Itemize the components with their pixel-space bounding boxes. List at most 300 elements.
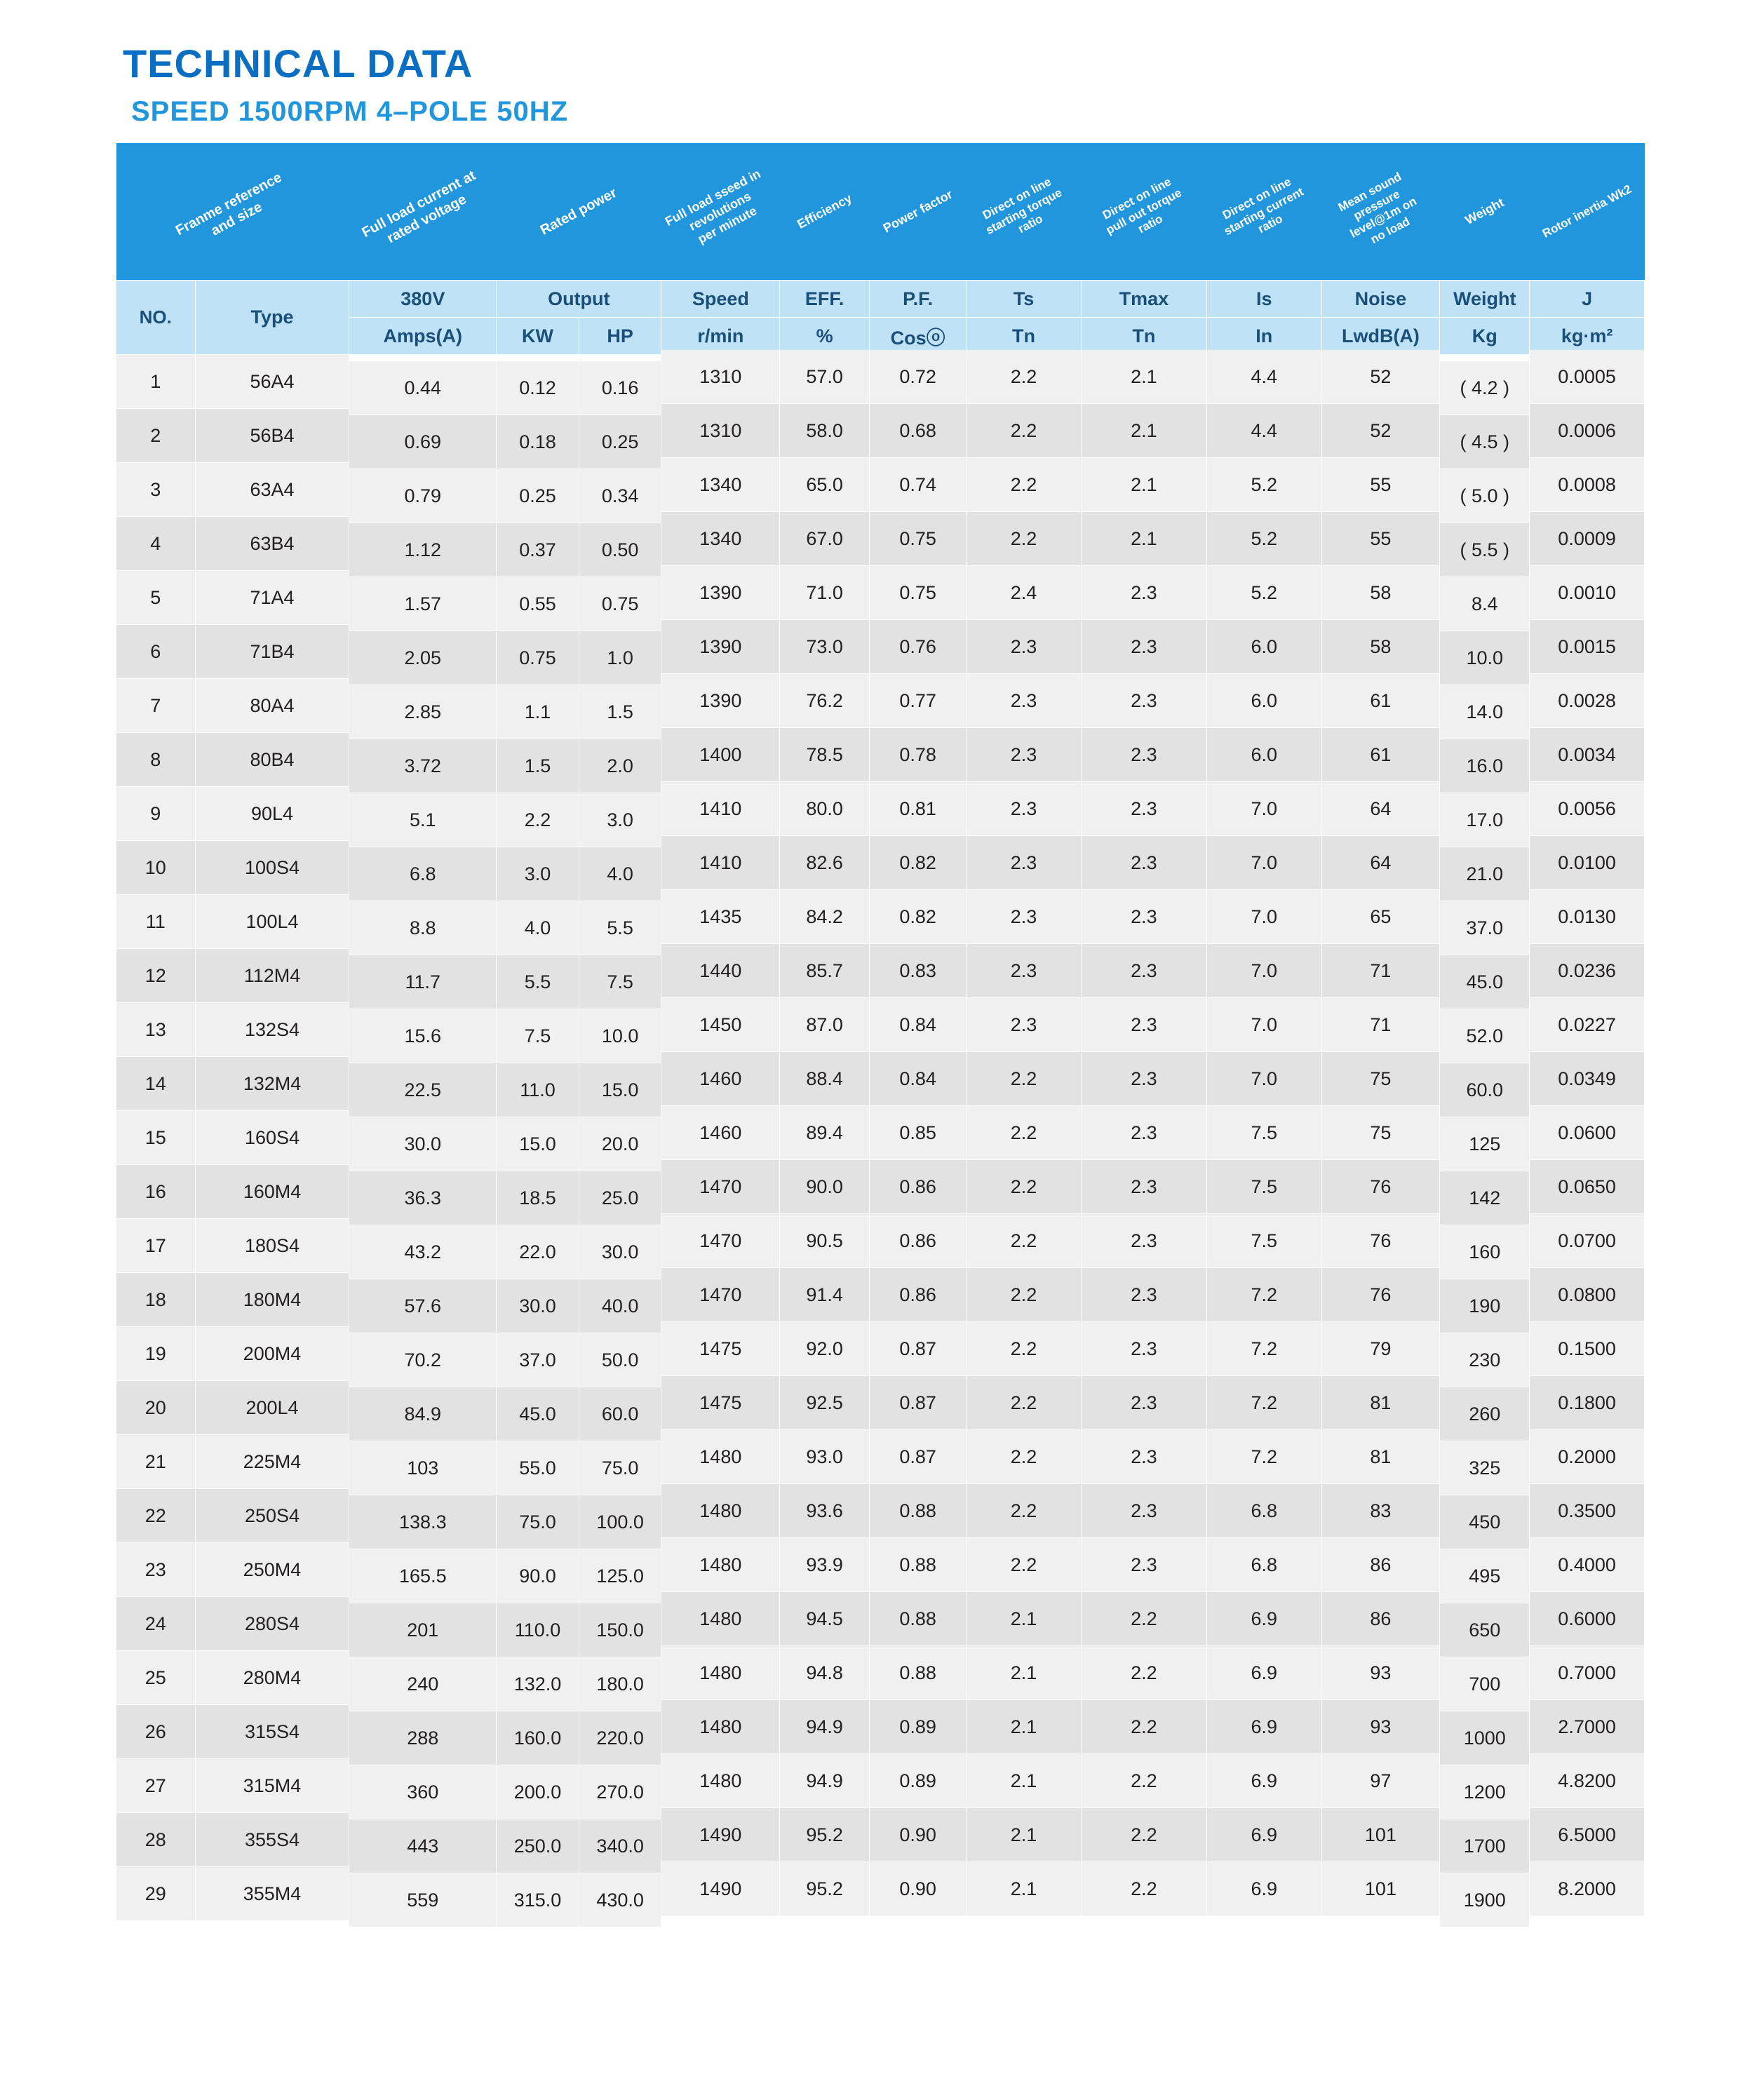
cell-speed: 1310 (661, 350, 780, 404)
cell-eff: 88.4 (780, 1052, 870, 1106)
cell-kw: 0.12 (497, 361, 579, 415)
cell-ts: 2.2 (967, 1214, 1082, 1268)
cell-j: 8.2000 (1530, 1862, 1645, 1916)
cell-j: 0.7000 (1530, 1646, 1645, 1700)
cell-speed: 1480 (661, 1592, 780, 1646)
cell-type: 132M4 (195, 1057, 349, 1111)
cell-eff: 89.4 (780, 1106, 870, 1160)
table-row (116, 1813, 1645, 1867)
cell-type: 355M4 (195, 1867, 349, 1921)
header-rotor-inertia-label: Rotor inertia Wk2 (1540, 182, 1634, 241)
cell-hp: 100.0 (579, 1495, 661, 1549)
cell-eff: 67.0 (780, 512, 870, 566)
cell-pf: 0.68 (870, 404, 967, 458)
cell-kw: 0.75 (497, 631, 579, 685)
cell-amps: 360 (349, 1765, 497, 1819)
table-row (116, 463, 1645, 517)
cell-no: 3 (116, 463, 196, 517)
cell-j: 0.0100 (1530, 836, 1645, 890)
subheader-amps: Amps(A) (349, 318, 497, 355)
cell-eff: 94.8 (780, 1646, 870, 1700)
subheader-is: Is (1206, 281, 1321, 318)
cell-speed: 1390 (661, 566, 780, 620)
table-row (116, 1219, 1645, 1273)
cell-pf: 0.85 (870, 1106, 967, 1160)
cell-pf: 0.88 (870, 1538, 967, 1592)
cell-pf: 0.87 (870, 1322, 967, 1376)
cell-no: 8 (116, 733, 196, 787)
subheader-rmin: r/min (661, 318, 780, 355)
cell-eff: 94.5 (780, 1592, 870, 1646)
cell-weight: 1200 (1440, 1765, 1530, 1819)
cell-tmax: 2.3 (1081, 620, 1206, 674)
cell-hp: 0.75 (579, 577, 661, 631)
cell-is: 7.2 (1206, 1268, 1321, 1322)
cell-noise: 52 (1321, 404, 1440, 458)
cell-no: 12 (116, 949, 196, 1003)
cell-hp: 1.5 (579, 685, 661, 739)
table-subheader-row-1 (116, 281, 1645, 318)
cell-ts: 2.2 (967, 350, 1082, 404)
cell-type: 56B4 (195, 409, 349, 463)
cell-no: 5 (116, 571, 196, 625)
cell-is: 5.2 (1206, 512, 1321, 566)
header-power-factor-label: Power factor (880, 187, 955, 236)
cell-type: 200M4 (195, 1327, 349, 1381)
cell-ts: 2.3 (967, 728, 1082, 782)
cell-speed: 1470 (661, 1160, 780, 1214)
cell-pf: 0.87 (870, 1430, 967, 1484)
cell-amps: 443 (349, 1819, 497, 1873)
cell-ts: 2.1 (967, 1592, 1082, 1646)
cell-is: 6.0 (1206, 620, 1321, 674)
cell-is: 7.0 (1206, 944, 1321, 998)
cell-is: 4.4 (1206, 404, 1321, 458)
cell-speed: 1400 (661, 728, 780, 782)
cell-tmax: 2.2 (1081, 1592, 1206, 1646)
cell-ts: 2.2 (967, 1106, 1082, 1160)
cell-ts: 2.4 (967, 566, 1082, 620)
cell-weight: 160 (1440, 1225, 1530, 1279)
cell-tmax: 2.3 (1081, 1052, 1206, 1106)
subheader-ts: Ts (967, 281, 1082, 318)
cell-hp: 4.0 (579, 847, 661, 901)
cell-ts: 2.3 (967, 944, 1082, 998)
cell-speed: 1390 (661, 620, 780, 674)
cell-amps: 22.5 (349, 1063, 497, 1117)
cell-weight: 650 (1440, 1603, 1530, 1657)
cell-amps: 36.3 (349, 1171, 497, 1225)
table-row (116, 841, 1645, 895)
cell-noise: 83 (1321, 1484, 1440, 1538)
cell-j: 0.3500 (1530, 1484, 1645, 1538)
cell-weight: 450 (1440, 1495, 1530, 1549)
cell-kw: 0.55 (497, 577, 579, 631)
cell-hp: 25.0 (579, 1171, 661, 1225)
cell-ts: 2.3 (967, 674, 1082, 728)
subheader-tmax: Tmax (1081, 281, 1206, 318)
cell-tmax: 2.3 (1081, 1430, 1206, 1484)
cell-tmax: 2.3 (1081, 1322, 1206, 1376)
cell-weight: 52.0 (1440, 1009, 1530, 1063)
cell-is: 7.5 (1206, 1106, 1321, 1160)
table-row (116, 1327, 1645, 1381)
cell-tmax: 2.1 (1081, 512, 1206, 566)
cell-speed: 1490 (661, 1862, 780, 1916)
cell-pf: 0.90 (870, 1862, 967, 1916)
cell-j: 0.0650 (1530, 1160, 1645, 1214)
cell-j: 0.0034 (1530, 728, 1645, 782)
cell-amps: 138.3 (349, 1495, 497, 1549)
cell-j: 0.0130 (1530, 890, 1645, 944)
table-row (116, 895, 1645, 949)
cell-tmax: 2.3 (1081, 1214, 1206, 1268)
cell-j: 0.2000 (1530, 1430, 1645, 1484)
cell-ts: 2.3 (967, 620, 1082, 674)
cell-type: 225M4 (195, 1435, 349, 1489)
cell-eff: 94.9 (780, 1754, 870, 1808)
cell-hp: 430.0 (579, 1873, 661, 1927)
cell-noise: 64 (1321, 782, 1440, 836)
cell-type: 315S4 (195, 1705, 349, 1759)
table-row (116, 949, 1645, 1003)
cell-eff: 92.0 (780, 1322, 870, 1376)
cell-is: 6.9 (1206, 1754, 1321, 1808)
cell-is: 4.4 (1206, 350, 1321, 404)
cell-is: 6.8 (1206, 1538, 1321, 1592)
cell-tmax: 2.2 (1081, 1862, 1206, 1916)
cell-j: 4.8200 (1530, 1754, 1645, 1808)
cell-speed: 1480 (661, 1484, 780, 1538)
header-full-load-speed (661, 143, 780, 281)
cell-noise: 64 (1321, 836, 1440, 890)
cell-kw: 7.5 (497, 1009, 579, 1063)
cell-weight: 230 (1440, 1333, 1530, 1387)
cell-noise: 61 (1321, 728, 1440, 782)
cell-noise: 86 (1321, 1592, 1440, 1646)
cell-pf: 0.86 (870, 1214, 967, 1268)
cell-ts: 2.2 (967, 1322, 1082, 1376)
header-starting-torque-ratio (967, 143, 1082, 281)
cell-weight: 8.4 (1440, 577, 1530, 631)
cell-pf: 0.86 (870, 1268, 967, 1322)
cell-no: 19 (116, 1327, 196, 1381)
cell-j: 0.0015 (1530, 620, 1645, 674)
cell-kw: 22.0 (497, 1225, 579, 1279)
cell-weight: 21.0 (1440, 847, 1530, 901)
cell-type: 80A4 (195, 679, 349, 733)
table-row (116, 1057, 1645, 1111)
cell-amps: 70.2 (349, 1333, 497, 1387)
subheader-eff: EFF. (780, 281, 870, 318)
cell-noise: 97 (1321, 1754, 1440, 1808)
cell-amps: 5.1 (349, 793, 497, 847)
cell-no: 22 (116, 1489, 196, 1543)
cell-speed: 1490 (661, 1808, 780, 1862)
cell-no: 18 (116, 1273, 196, 1327)
cell-no: 17 (116, 1219, 196, 1273)
cell-noise: 71 (1321, 944, 1440, 998)
cell-noise: 61 (1321, 674, 1440, 728)
cell-eff: 90.5 (780, 1214, 870, 1268)
cell-type: 100L4 (195, 895, 349, 949)
cell-eff: 92.5 (780, 1376, 870, 1430)
cell-type: 90L4 (195, 787, 349, 841)
cell-noise: 93 (1321, 1646, 1440, 1700)
table-row (116, 355, 1645, 409)
cell-type: 250S4 (195, 1489, 349, 1543)
cell-pf: 0.75 (870, 566, 967, 620)
cell-hp: 40.0 (579, 1279, 661, 1333)
cell-tmax: 2.3 (1081, 1538, 1206, 1592)
cell-type: 250M4 (195, 1543, 349, 1597)
cell-amps: 3.72 (349, 739, 497, 793)
cell-j: 2.7000 (1530, 1700, 1645, 1754)
cell-speed: 1480 (661, 1430, 780, 1484)
table-row (116, 409, 1645, 463)
cell-j: 0.0005 (1530, 350, 1645, 404)
cell-is: 7.2 (1206, 1376, 1321, 1430)
cell-hp: 3.0 (579, 793, 661, 847)
cell-pf: 0.87 (870, 1376, 967, 1430)
cell-pf: 0.72 (870, 350, 967, 404)
table-row (116, 1543, 1645, 1597)
table-row (116, 1435, 1645, 1489)
cell-kw: 250.0 (497, 1819, 579, 1873)
cell-tmax: 2.2 (1081, 1808, 1206, 1862)
cell-j: 0.0009 (1530, 512, 1645, 566)
cell-speed: 1470 (661, 1268, 780, 1322)
cell-pf: 0.89 (870, 1700, 967, 1754)
cell-type: 280M4 (195, 1651, 349, 1705)
header-full-load-current (349, 143, 497, 281)
cell-noise: 101 (1321, 1808, 1440, 1862)
cell-speed: 1475 (661, 1322, 780, 1376)
cell-kw: 11.0 (497, 1063, 579, 1117)
subheader-percent: % (780, 318, 870, 355)
cell-tmax: 2.3 (1081, 1106, 1206, 1160)
cell-j: 0.0800 (1530, 1268, 1645, 1322)
cell-eff: 76.2 (780, 674, 870, 728)
cell-eff: 65.0 (780, 458, 870, 512)
cell-kw: 30.0 (497, 1279, 579, 1333)
header-rotor-inertia (1530, 143, 1645, 281)
cell-no: 27 (116, 1759, 196, 1813)
cell-pf: 0.88 (870, 1592, 967, 1646)
cell-amps: 2.85 (349, 685, 497, 739)
cell-ts: 2.2 (967, 1160, 1082, 1214)
cell-pf: 0.88 (870, 1646, 967, 1700)
cell-eff: 93.6 (780, 1484, 870, 1538)
cell-weight: 17.0 (1440, 793, 1530, 847)
cell-hp: 15.0 (579, 1063, 661, 1117)
cell-no: 1 (116, 355, 196, 409)
cell-speed: 1435 (661, 890, 780, 944)
cell-tmax: 2.3 (1081, 1376, 1206, 1430)
subheader-tn-1: Tn (967, 318, 1082, 355)
header-full-load-current-label: Full load current at rated voltage (359, 167, 478, 247)
cell-noise: 71 (1321, 998, 1440, 1052)
cell-kw: 132.0 (497, 1657, 579, 1711)
cell-type: 71B4 (195, 625, 349, 679)
technical-data-table (116, 143, 1645, 1921)
table-row (116, 571, 1645, 625)
cell-is: 6.9 (1206, 1700, 1321, 1754)
cell-ts: 2.2 (967, 404, 1082, 458)
table-row (116, 1651, 1645, 1705)
cell-pf: 0.88 (870, 1484, 967, 1538)
table-row (116, 1273, 1645, 1327)
cell-ts: 2.1 (967, 1754, 1082, 1808)
cell-j: 0.6000 (1530, 1592, 1645, 1646)
cell-is: 7.0 (1206, 836, 1321, 890)
cell-kw: 18.5 (497, 1171, 579, 1225)
subheader-hp: HP (579, 318, 661, 355)
cell-j: 6.5000 (1530, 1808, 1645, 1862)
cell-speed: 1410 (661, 782, 780, 836)
subheader-cos: Cosⓞ (870, 318, 967, 355)
cell-weight: 142 (1440, 1171, 1530, 1225)
subheader-output: Output (497, 281, 661, 318)
subheader-in: In (1206, 318, 1321, 355)
cell-speed: 1470 (661, 1214, 780, 1268)
cell-amps: 1.12 (349, 523, 497, 577)
cell-eff: 73.0 (780, 620, 870, 674)
cell-no: 21 (116, 1435, 196, 1489)
cell-hp: 20.0 (579, 1117, 661, 1171)
cell-noise: 76 (1321, 1268, 1440, 1322)
cell-speed: 1410 (661, 836, 780, 890)
table-row (116, 625, 1645, 679)
cell-kw: 55.0 (497, 1441, 579, 1495)
cell-noise: 101 (1321, 1862, 1440, 1916)
cell-hp: 150.0 (579, 1603, 661, 1657)
cell-type: 112M4 (195, 949, 349, 1003)
page-subtitle: SPEED 1500RPM 4–POLE 50HZ (131, 96, 569, 127)
cell-j: 0.0236 (1530, 944, 1645, 998)
cell-kw: 110.0 (497, 1603, 579, 1657)
cell-j: 0.0056 (1530, 782, 1645, 836)
cell-tmax: 2.3 (1081, 836, 1206, 890)
cell-hp: 0.25 (579, 415, 661, 469)
cell-noise: 52 (1321, 350, 1440, 404)
cell-noise: 76 (1321, 1160, 1440, 1214)
cell-weight: ( 5.0 ) (1440, 469, 1530, 523)
cell-tmax: 2.3 (1081, 1484, 1206, 1538)
cell-noise: 79 (1321, 1322, 1440, 1376)
cell-kw: 2.2 (497, 793, 579, 847)
cell-type: 132S4 (195, 1003, 349, 1057)
cell-weight: 1000 (1440, 1711, 1530, 1765)
cell-noise: 58 (1321, 620, 1440, 674)
cell-kw: 1.5 (497, 739, 579, 793)
cell-noise: 65 (1321, 890, 1440, 944)
cell-tmax: 2.2 (1081, 1646, 1206, 1700)
cell-type: 355S4 (195, 1813, 349, 1867)
cell-j: 0.0700 (1530, 1214, 1645, 1268)
header-pullout-torque-ratio-label: Direct on line pull out torque ratio (1100, 174, 1184, 237)
cell-no: 7 (116, 679, 196, 733)
cell-tmax: 2.2 (1081, 1700, 1206, 1754)
cell-weight: 10.0 (1440, 631, 1530, 685)
cell-type: 63B4 (195, 517, 349, 571)
header-starting-current-ratio (1206, 143, 1321, 281)
cell-eff: 91.4 (780, 1268, 870, 1322)
cell-ts: 2.3 (967, 890, 1082, 944)
header-power-factor (870, 143, 967, 281)
cell-amps: 6.8 (349, 847, 497, 901)
cell-speed: 1460 (661, 1052, 780, 1106)
page-title: TECHNICAL DATA (123, 41, 473, 86)
cell-eff: 82.6 (780, 836, 870, 890)
header-frame-reference (116, 143, 349, 281)
cell-speed: 1460 (661, 1106, 780, 1160)
cell-ts: 2.2 (967, 1268, 1082, 1322)
cell-weight: 37.0 (1440, 901, 1530, 955)
table-row (116, 733, 1645, 787)
cell-weight: ( 4.5 ) (1440, 415, 1530, 469)
cell-weight: ( 4.2 ) (1440, 361, 1530, 415)
cell-speed: 1310 (661, 404, 780, 458)
cell-no: 28 (116, 1813, 196, 1867)
cell-no: 20 (116, 1381, 196, 1435)
cell-noise: 76 (1321, 1214, 1440, 1268)
cell-j: 0.4000 (1530, 1538, 1645, 1592)
cell-type: 180S4 (195, 1219, 349, 1273)
cell-hp: 7.5 (579, 955, 661, 1009)
cell-amps: 288 (349, 1711, 497, 1765)
subheader-lwdb: LwdB(A) (1321, 318, 1440, 355)
cell-speed: 1440 (661, 944, 780, 998)
cell-ts: 2.2 (967, 1430, 1082, 1484)
subheader-noise: Noise (1321, 281, 1440, 318)
cell-speed: 1340 (661, 512, 780, 566)
subheader-j: J (1530, 281, 1645, 318)
cell-tmax: 2.3 (1081, 890, 1206, 944)
header-weight-label: Weight (1462, 194, 1507, 227)
cell-eff: 93.0 (780, 1430, 870, 1484)
cell-pf: 0.81 (870, 782, 967, 836)
cell-amps: 201 (349, 1603, 497, 1657)
cell-kw: 75.0 (497, 1495, 579, 1549)
cell-amps: 165.5 (349, 1549, 497, 1603)
header-mean-sound-pressure (1321, 143, 1440, 281)
cell-hp: 50.0 (579, 1333, 661, 1387)
cell-pf: 0.75 (870, 512, 967, 566)
cell-amps: 240 (349, 1657, 497, 1711)
cell-weight: 16.0 (1440, 739, 1530, 793)
cell-noise: 75 (1321, 1106, 1440, 1160)
cell-noise: 81 (1321, 1430, 1440, 1484)
cell-pf: 0.78 (870, 728, 967, 782)
cell-speed: 1480 (661, 1646, 780, 1700)
cell-tmax: 2.3 (1081, 1268, 1206, 1322)
cell-amps: 559 (349, 1873, 497, 1927)
cell-pf: 0.84 (870, 998, 967, 1052)
cell-noise: 81 (1321, 1376, 1440, 1430)
subheader-weight: Weight (1440, 281, 1530, 318)
cell-ts: 2.3 (967, 998, 1082, 1052)
cell-kw: 45.0 (497, 1387, 579, 1441)
cell-pf: 0.82 (870, 836, 967, 890)
cell-ts: 2.2 (967, 1484, 1082, 1538)
cell-weight: 14.0 (1440, 685, 1530, 739)
cell-no: 16 (116, 1165, 196, 1219)
header-starting-torque-ratio-label: Direct on line starting torque ratio (980, 174, 1064, 237)
cell-amps: 0.69 (349, 415, 497, 469)
cell-tmax: 2.3 (1081, 674, 1206, 728)
cell-eff: 87.0 (780, 998, 870, 1052)
